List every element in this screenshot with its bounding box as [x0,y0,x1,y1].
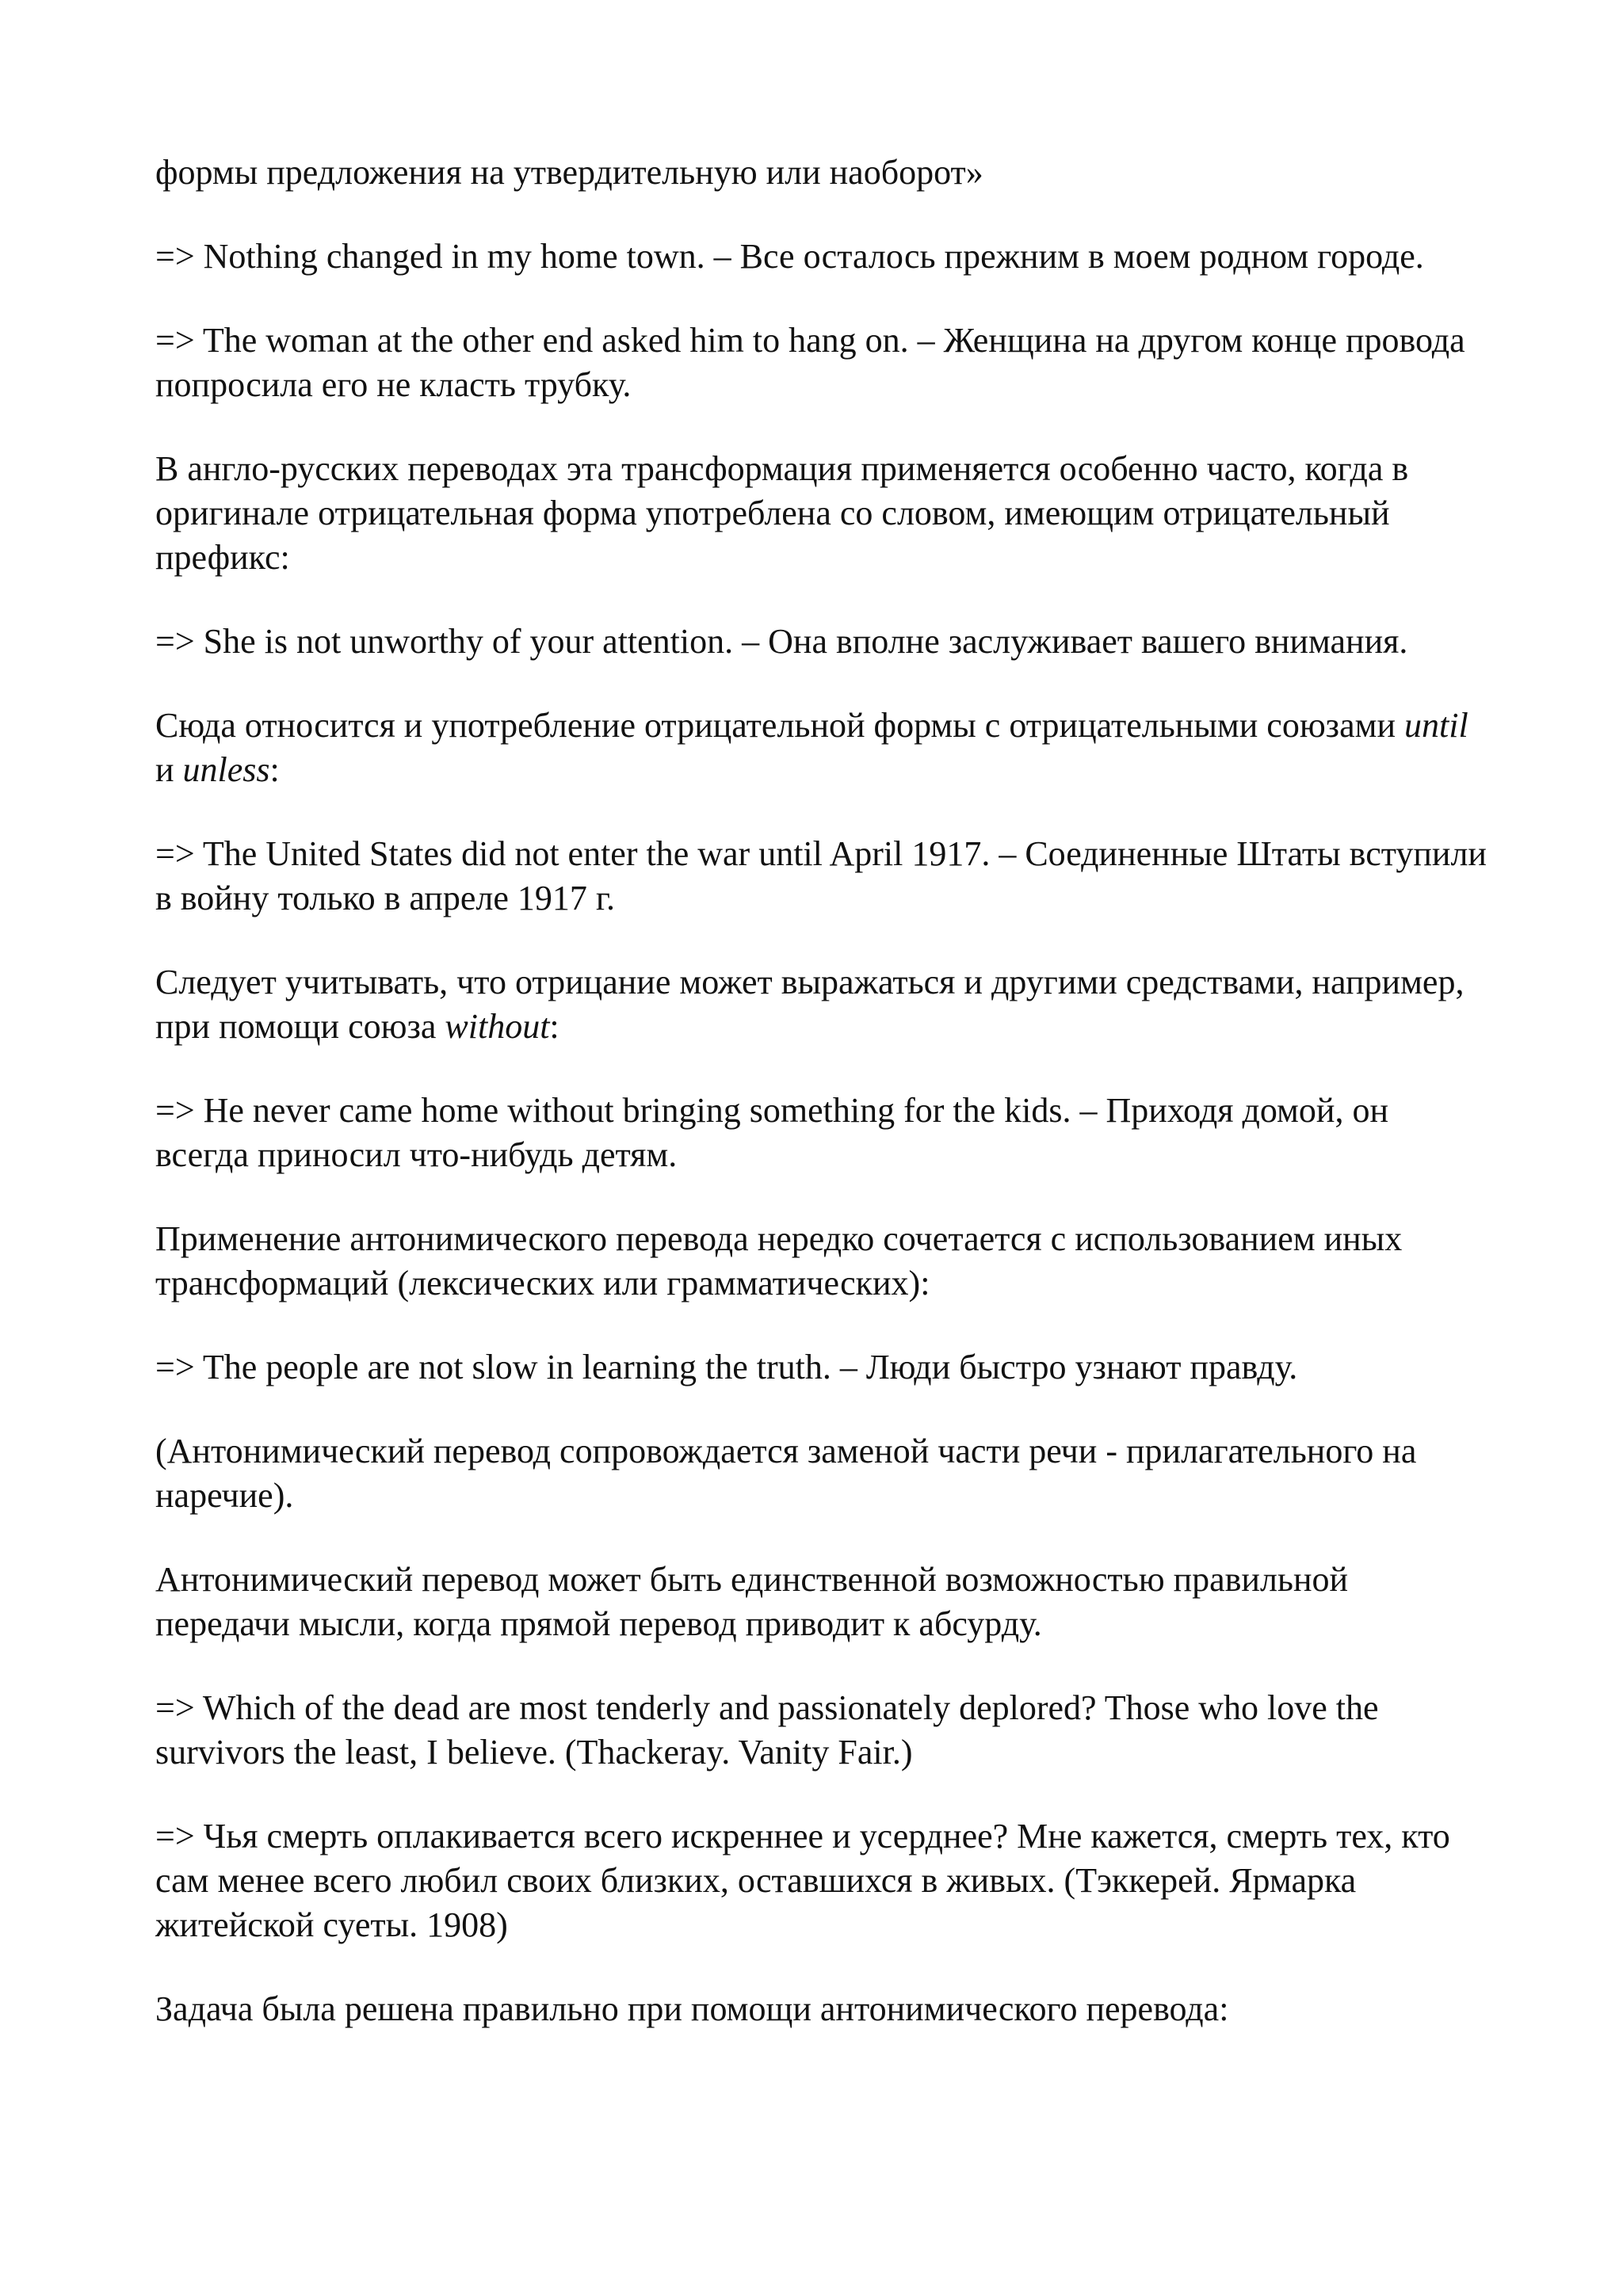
example-learning-truth: => The people are not slow in learning the truth. – Люди быстро узнают правду. [155,1348,1298,1386]
text-segment: Следует учитывать, что отрицание может выражаться и другими средствами, например, при помощи союза [155,963,1465,1046]
document-page [155,151,1487,2071]
text-segment: и [155,750,183,789]
paragraph-absurd: Антонимический перевод может быть единственной возможностью правильной передачи мысли, когда прямой перевод приводит к абсурду. [155,1560,1349,1643]
example-thackeray-russian: => Чья смерть оплакивается всего искреннее и усерднее? Мне кажется, смерть тех, кто сам менее всего любил своих близких, оставшихся в живых. (Тэккерей. Ярмарка житейской суеты. 1908) [155,1817,1450,1944]
italic-term-unless: unless [182,750,270,789]
paragraph-negative-prefix: В англо-русских переводах эта трансформация применяется особенно часто, когда в оригинале отрицательная форма употреблена со словом, имеющим отрицательный префикс: [155,449,1409,577]
example-united-states: => The United States did not enter the war until April 1917. – Соединенные Штаты вступили в войну только в апреле 1917 г. [155,834,1487,917]
paragraph-task-solved: Задача была решена правильно при помощи антонимического перевода: [155,1989,1229,2028]
example-hang-on: => The woman at the other end asked him to hang on. – Женщина на другом конце провода попросила его не класть трубку. [155,321,1465,404]
italic-term-without: without [445,1007,550,1046]
example-came-home: => He never came home without bringing something for the kids. – Приходя домой, он всегда приносил что-нибудь детям. [155,1091,1388,1174]
example-thackeray-english: => Which of the dead are most tenderly and passionately deplored? Those who love the survivors the least, I believe. (Thackeray. Vanity Fair.) [155,1688,1379,1772]
text-segment: : [549,1007,559,1046]
italic-term-until: until [1404,706,1468,745]
text-segment: : [269,750,280,789]
paragraph-part-of-speech-note: (Антонимический перевод сопровождается заменой части речи - прилагательного на наречие). [155,1432,1417,1515]
text-segment: Сюда относится и употребление отрицательной формы с отрицательными союзами [155,706,1404,745]
paragraph-without [155,960,1487,1049]
example-unworthy: => She is not unworthy of your attention. – Она вполне заслуживает вашего внимания. [155,622,1408,661]
example-home-town: => Nothing changed in my home town. – Все осталось прежним в моем родном городе. [155,237,1424,276]
paragraph-other-transformations: Применение антонимического перевода нередко сочетается с использованием иных трансформаций (лексических или грамматических): [155,1219,1403,1302]
paragraph-continuation: формы предложения на утвердительную или наоборот» [155,153,983,192]
paragraph-until-unless [155,704,1487,792]
